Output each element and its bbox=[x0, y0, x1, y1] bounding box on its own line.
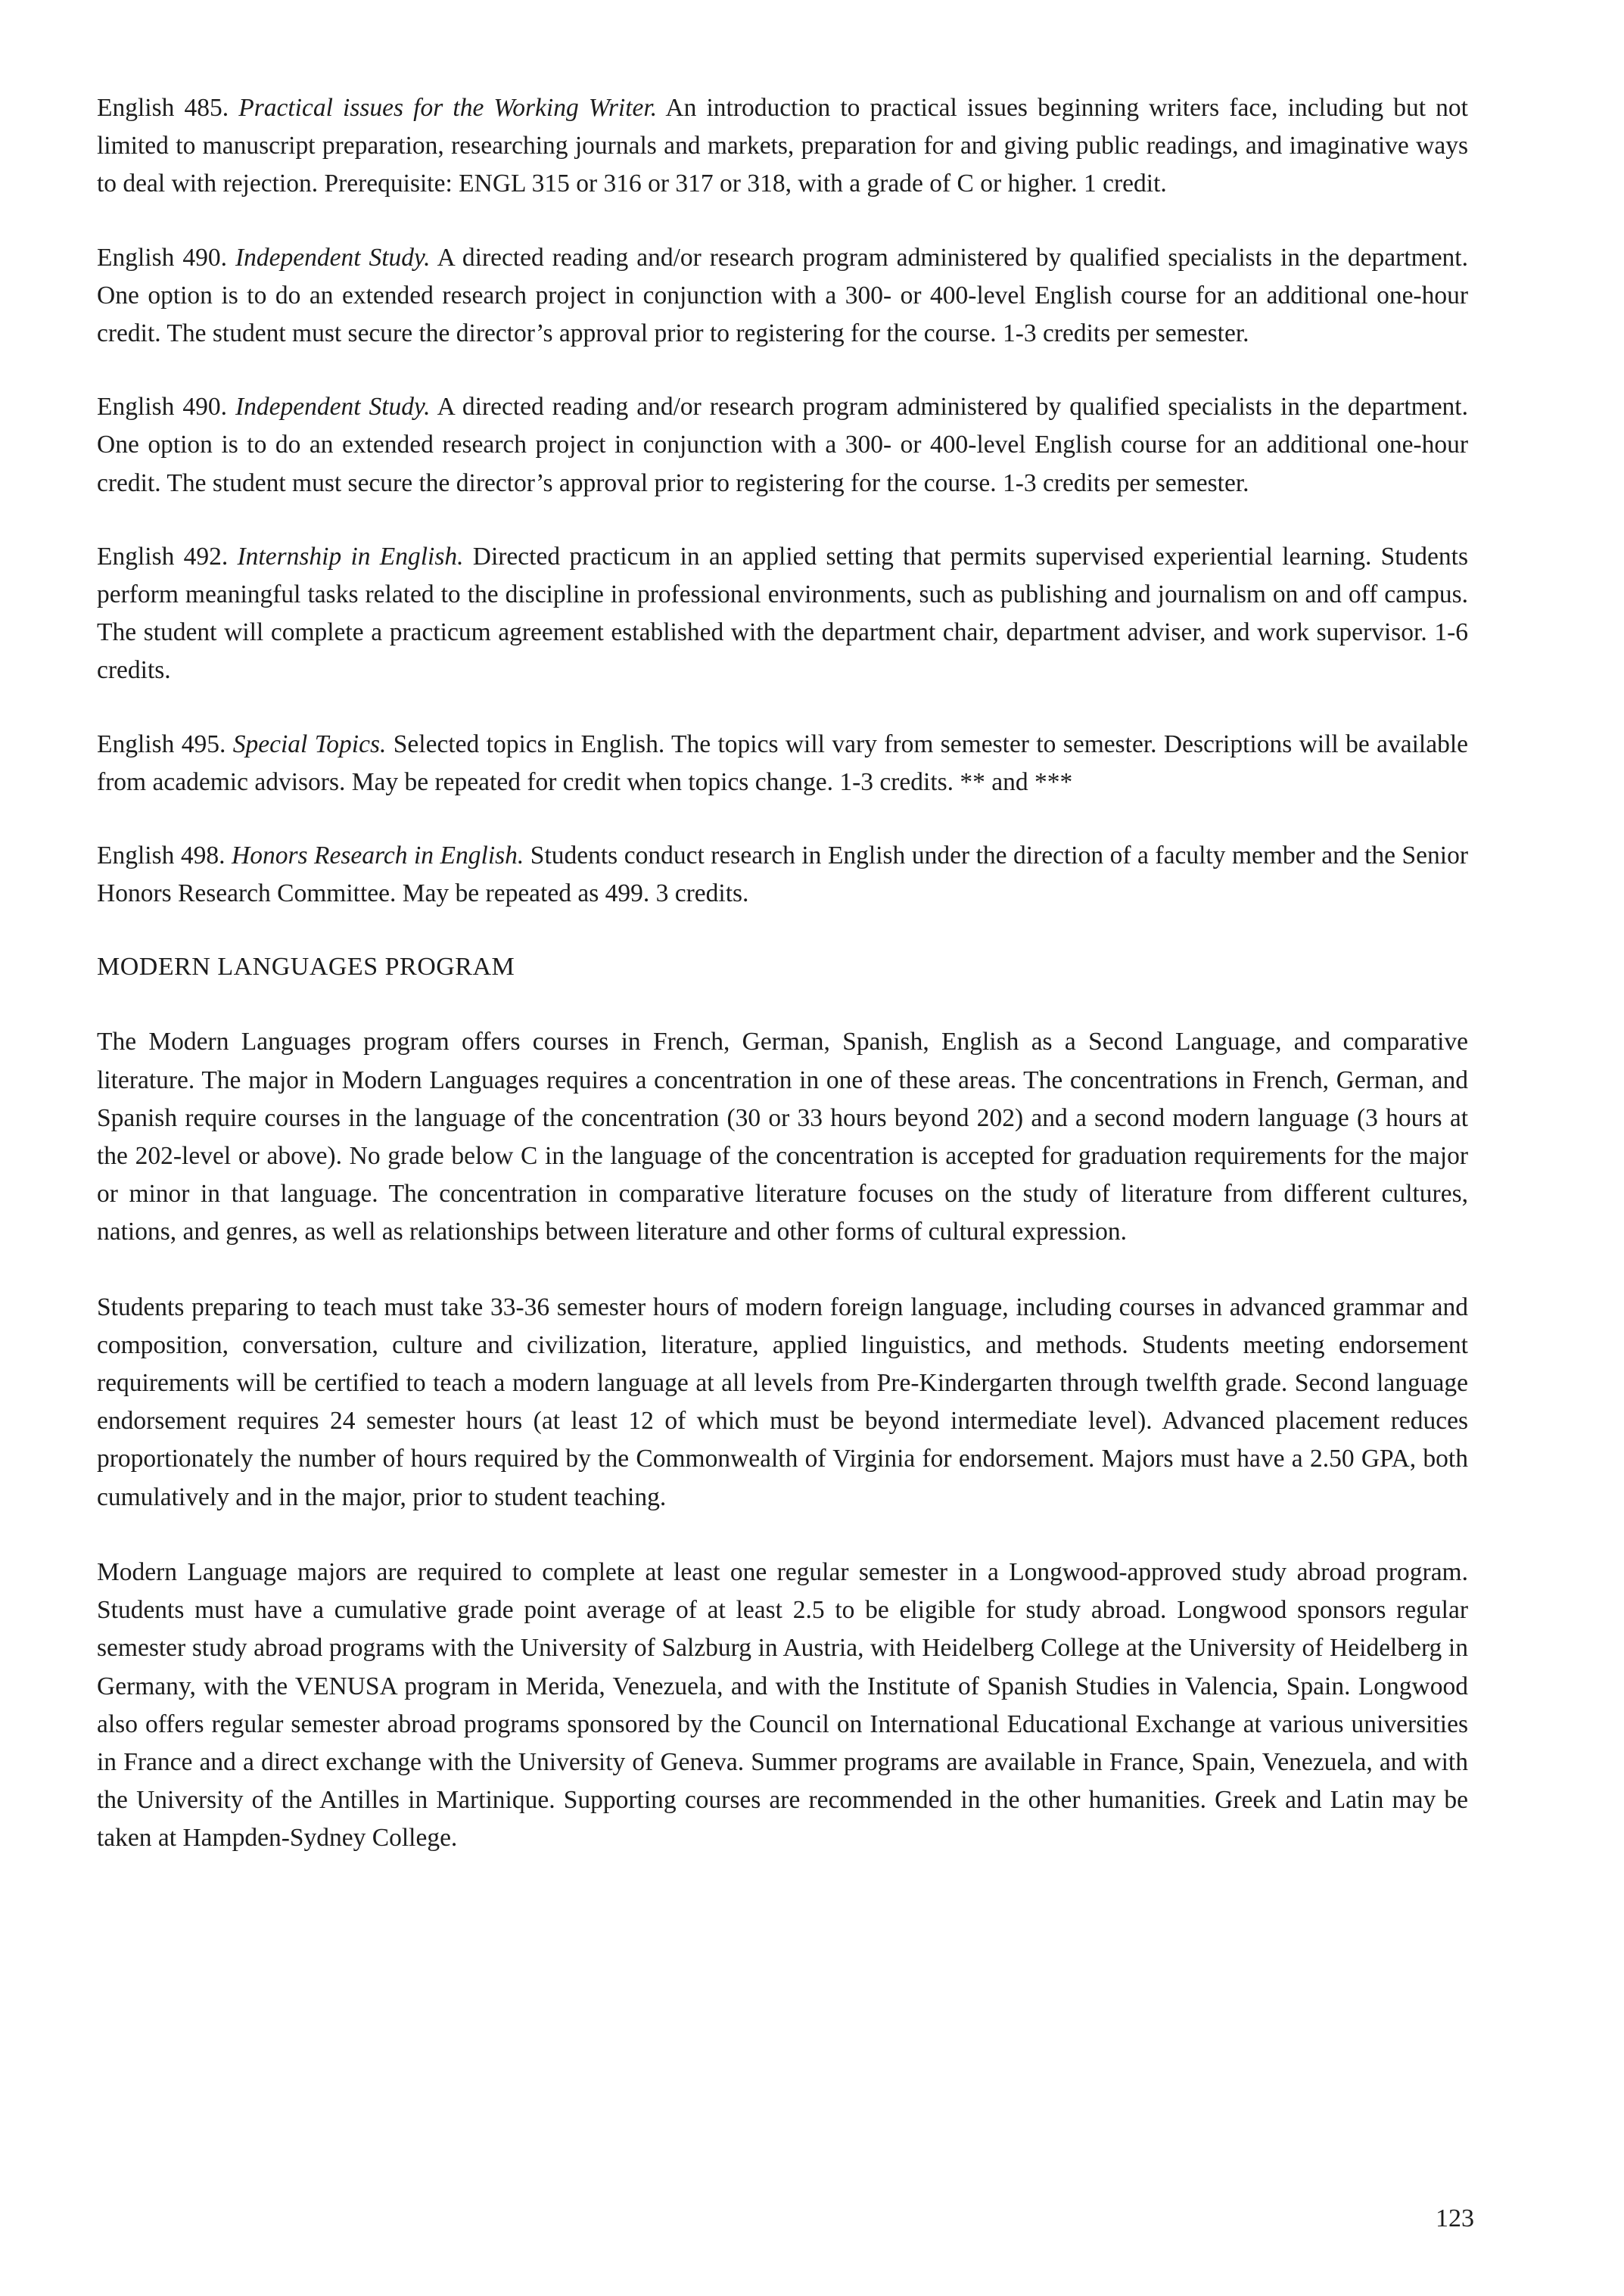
course-code: English 490. bbox=[97, 393, 227, 422]
section-heading: MODERN LANGUAGES PROGRAM bbox=[97, 953, 515, 982]
course-code: English 498. bbox=[97, 842, 226, 870]
course-title: Independent Study. bbox=[235, 243, 431, 272]
page-number: 123 bbox=[1436, 2204, 1474, 2232]
course-entry-english-490-duplicate bbox=[97, 388, 1468, 502]
course-code: English 492. bbox=[97, 542, 229, 571]
course-title: Honors Research in English. bbox=[232, 842, 524, 870]
course-description: Directed practicum in an applied setting that permits supervised experiential learning. Students perform meaningful tasks related to the discipline in professional environments, such as publishing and journalism on and off campus. The student will complete a practicum agreement established with the department chair, department adviser, and work supervisor. 1-6 credits. bbox=[97, 542, 1469, 685]
course-code: English 485. bbox=[97, 94, 229, 122]
course-description: A directed reading and/or research program administered by qualified specialists in the department. One option is to do an extended research project in conjunction with a 300- or 400-level English course for an additional one-hour credit. The student must secure the director’s approval prior to registering for the course. 1-3 credits per semester. bbox=[97, 243, 1468, 348]
course-description: Selected topics in English. The topics will vary from semester to semester. Descriptions will be available from academic advisors. May be repeated for credit when topics change. 1-3 credits. ** and *** bbox=[97, 730, 1469, 796]
course-title: Independent Study. bbox=[235, 393, 431, 422]
program-overview-paragraph: The Modern Languages program offers courses in French, German, Spanish, English as a Second Language, and comparative literature. The major in Modern Languages requires a concentration in one of these areas. The concentrations in French, German, and Spanish require courses in the language of the concentration (30 or 33 hours beyond 202) and a second modern language (3 hours at the 202-level or above). No grade below C in the language of the concentration is accepted for graduation requirements for the major or minor in that language. The concentration in comparative literature focuses on the study of literature from different cultures, nations, and genres, as well as relationships between literature and other forms of cultural expression. bbox=[97, 1028, 1468, 1246]
course-title: Internship in English. bbox=[237, 542, 464, 571]
document-page bbox=[97, 89, 1468, 1895]
course-entry-english-492 bbox=[97, 538, 1468, 690]
course-description: An introduction to practical issues beginning writers face, including but not limited to manuscript preparation, researching journals and markets, preparation for and giving public readings, and imaginative ways to deal with rejection. Prerequisite: ENGL 315 or 316 or 317 or 318, with a grade of C or higher. 1 credit. bbox=[97, 94, 1468, 198]
teaching-requirements-paragraph: Students preparing to teach must take 33-36 semester hours of modern foreign language, including courses in advanced grammar and composition, conversation, culture and civilization, literature, applied linguistics, and methods. Students meeting endorsement requirements will be certified to teach a modern language at all levels from Pre-Kindergarten through twelfth grade. Second language endorsement requires 24 semester hours (at least 12 of which must be beyond intermediate level). Advanced placement reduces proportionately the number of hours required by the Commonwealth of Virginia for endorsement. Majors must have a 2.50 GPA, both cumulatively and in the major, prior to student teaching. bbox=[97, 1293, 1468, 1511]
course-entry-english-485 bbox=[97, 89, 1468, 204]
course-description: A directed reading and/or research program administered by qualified specialists in the department. One option is to do an extended research project in conjunction with a 300- or 400-level English course for an additional one-hour credit. The student must secure the director’s approval prior to registering for the course. 1-3 credits per semester. bbox=[97, 393, 1468, 497]
course-title: Practical issues for the Working Writer. bbox=[238, 94, 658, 122]
course-title: Special Topics. bbox=[232, 730, 387, 758]
course-description: Students conduct research in English under the direction of a faculty member and the Senior Honors Research Committee. May be repeated as 499. 3 credits. bbox=[97, 842, 1469, 908]
course-entry-english-495 bbox=[97, 726, 1468, 801]
course-code: English 490. bbox=[97, 243, 227, 272]
course-code: English 495. bbox=[97, 730, 226, 758]
course-entry-english-498 bbox=[97, 837, 1468, 913]
course-entry-english-490 bbox=[97, 239, 1468, 353]
study-abroad-paragraph: Modern Language majors are required to complete at least one regular semester in a Longwood-approved study abroad program. Students must have a cumulative grade point average of at least 2.5 to be eligible for study abroad. Longwood sponsors regular semester study abroad programs with the University of Salzburg in Austria, with Heidelberg College at the University of Heidelberg in Germany, with the VENUSA program in Merida, Venezuela, and with the Institute of Spanish Studies in Valencia, Spain. Longwood also offers regular semester abroad programs sponsored by the Council on International Educational Exchange at various universities in France and a direct exchange with the University of Geneva. Summer programs are available in France, Spain, Venezuela, and with the University of the Antilles in Martinique. Supporting courses are recommended in the other humanities. Greek and Latin may be taken at Hampden-Sydney College. bbox=[97, 1557, 1468, 1853]
